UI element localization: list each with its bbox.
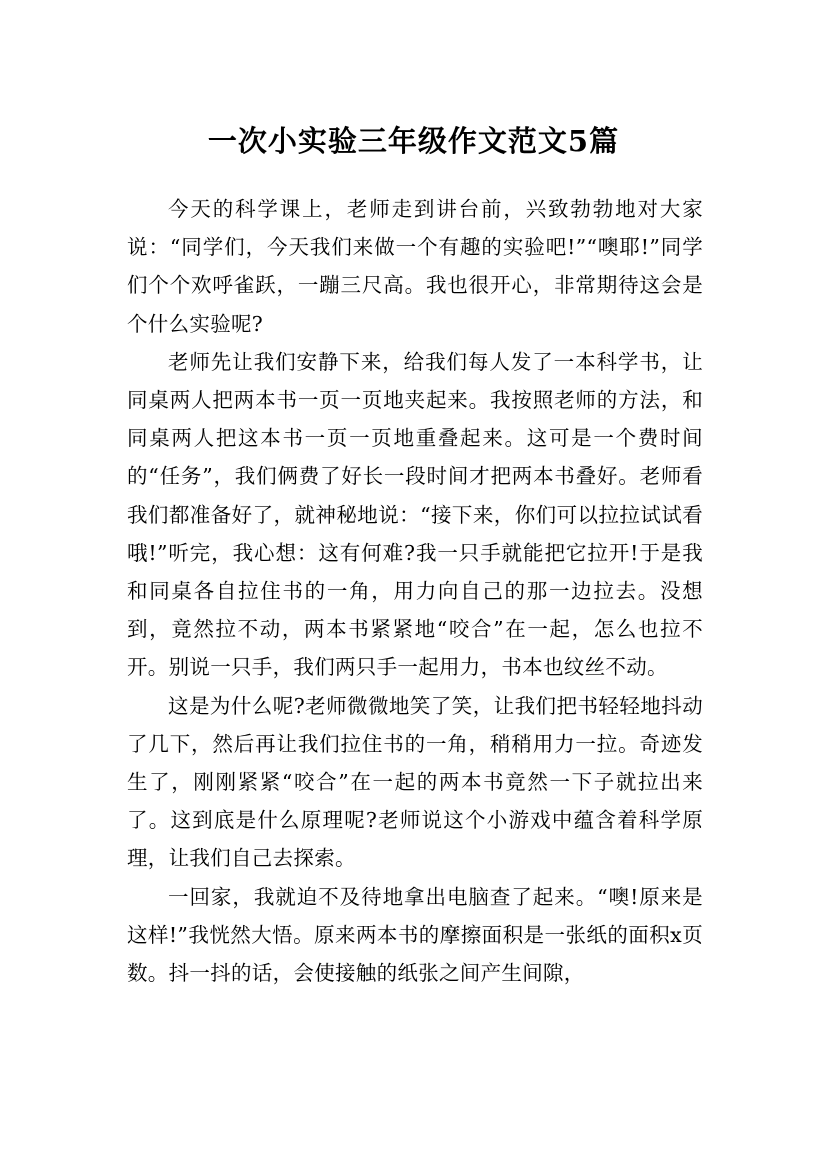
paragraph-1: 今天的科学课上，老师走到讲台前，兴致勃勃地对大家说：“同学们，今天我们来做一个有趣的实验吧!”“噢耶!”同学们个个欢呼雀跃，一蹦三尺高。我也很开心，非常期待这会是个什么实验呢?	[127, 197, 703, 336]
document-body	[127, 190, 703, 992]
document-title: 一次小实验三年级作文范文5篇	[207, 124, 620, 159]
paragraph-2: 老师先让我们安静下来，给我们每人发了一本科学书，让同桌两人把两本书一页一页地夹起来。我按照老师的方法，和同桌两人把这本书一页一页地重叠起来。这可是一个费时间的“任务”，我们俩费了好长一段时间才把两本书叠好。老师看我们都准备好了，就神秘地说：“接下来，你们可以拉拉试试看哦!”听完，我心想：这有何难?我一只手就能把它拉开!于是我和同桌各自拉住书的一角，用力向自己的那一边拉去。没想到，竟然拉不动，两本书紧紧地“咬合”在一起，怎么也拉不开。别说一只手，我们两只手一起用力，书本也纹丝不动。	[127, 349, 703, 680]
paragraph-4: 一回家，我就迫不及待地拿出电脑查了起来。“噢!原来是这样!”我恍然大悟。原来两本书的摩擦面积是一张纸的面积x页数。抖一抖的话，会使接触的纸张之间产生间隙，	[127, 884, 703, 986]
paragraph-3: 这是为什么呢?老师微微地笑了笑，让我们把书轻轻地抖动了几下，然后再让我们拉住书的一角，稍稍用力一拉。奇迹发生了，刚刚紧紧“咬合”在一起的两本书竟然一下子就拉出来了。这到底是什么原理呢?老师说这个小游戏中蕴含着科学原理，让我们自己去探索。	[127, 693, 703, 871]
